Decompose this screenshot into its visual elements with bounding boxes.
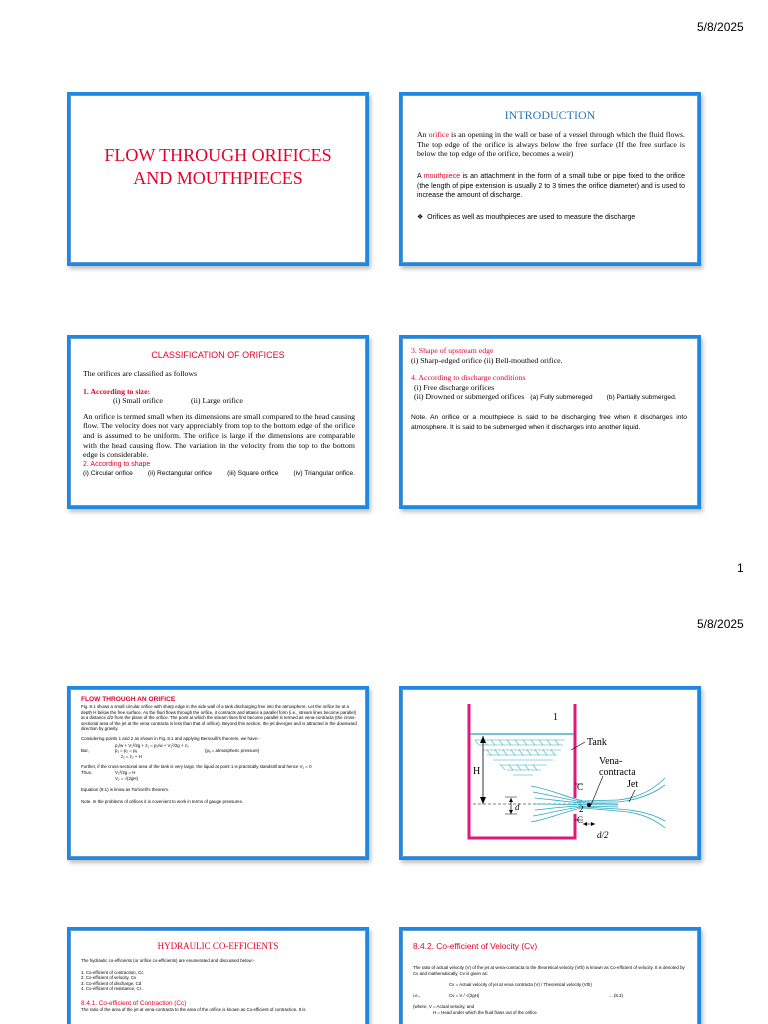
slide-body: 3. Shape of upstream edge (i) Sharp-edged orifice (ii) Bell-mouthed orifice. 4. According to discharge conditions (i) Free discharge orifices (ii) Drowned or submerged orifices (a) Fully submereged (b) Partially submerged. Note. An orifice or a mouthpiece is said to be discharging free when it discharges into atmosphere. It is said to be submerged when it discharges into another liquid. <box>411 346 687 431</box>
slide-heading: 8.4.2. Co-efficient of Velocity (Cv) <box>413 941 538 951</box>
label-point-2: 2 <box>579 804 584 814</box>
slide-title <box>70 95 366 263</box>
slide-heading: INTRODUCTION <box>504 108 596 122</box>
label-c-top: C <box>577 782 584 792</box>
vena-contracta-point <box>587 803 591 807</box>
torricelli-equation: V₂ = √(2gH) <box>115 775 139 781</box>
slide-hydraulic-coefficients: HYDRAULIC CO-EFFICIENTS The hydraulic co-efficients (or orifice co-efficients) are enumerated and discussed below:- 1. Co-efficient of contraction, Cc 2. Co-efficient of velocity, Cv 3. Co-efficient of discharge, Cd 4. Co-efficient of resistance, Cr . 8.4.1. Co-efficient of Contraction (Cc) The ratio of the area of the jet at vena-contracta to the area of the orifice is known as Co-efficient of contraction. It is <box>70 930 366 1024</box>
slide-introduction <box>402 95 698 263</box>
page-date: 5/8/2025 <box>697 617 744 631</box>
streamlines <box>531 778 665 828</box>
orifice-definition: An orifice is an opening in the wall or base of a vessel through which the fluid flows. The top edge of the orifice is always below the free surface (If the free surface is below the top edge of the orifice, becomes a weir) <box>417 130 685 159</box>
slide-classification-continued <box>402 338 698 506</box>
page-date: 5/8/2025 <box>697 20 744 34</box>
title-line-1: FLOW THROUGH ORIFICES <box>104 145 332 165</box>
note-text: Note. An orifice or a mouthpiece is said to be discharging free when it discharges into atmosphere. It is said to be submerged when it discharges into another liquid. <box>411 413 687 431</box>
water-hatch <box>475 740 565 775</box>
discharge-heading: 4. According to discharge conditions <box>411 373 526 383</box>
slide-title-text <box>71 144 365 190</box>
edge-heading: 3. Shape of upstream edge <box>411 346 494 355</box>
slide-heading: CLASSIFICATION OF ORIFICES <box>151 350 285 360</box>
slide-orifice-diagram <box>402 689 698 857</box>
bernoulli-equation: p₁/w + V₁²/2g + z₁ = p₂/w + V₂²/2g + z₂ <box>115 742 189 748</box>
mouthpiece-term: mouthpiece <box>423 173 460 180</box>
slide-classification <box>70 338 366 506</box>
size-paragraph: An orifice is termed small when its dimensions are small compared to the head causing flow. The velocity does not vary appreciably from top to the bottom edge of the orifice and is assumed to be uniform. The orifice is large if the dimensions are comparable with the head causing flow. The variation in the velocity from the top to the bottom edge is considerable. <box>83 411 355 460</box>
sub-heading: 8.4.1. Co-efficient of Contraction (Cc) <box>81 999 187 1007</box>
mouthpiece-definition: A mouthpiece is an attachment in the form of a small tube or pipe fixed to the orifice (the length of pipe extension is usually 2 to 3 times the orifice diameter) and is used to increase the amount of discharge. <box>417 173 685 200</box>
shape-list: (i) Circular orifice (ii) Rectangular orifice (iii) Square orifice (iv) Triangular orifice. <box>83 470 355 478</box>
orifice-diagram <box>403 690 698 857</box>
label-d-half: d/2 <box>597 830 609 840</box>
slide-heading: HYDRAULIC CO-EFFICIENTS <box>157 941 279 951</box>
page-number: 1 <box>737 561 744 575</box>
label-tank: Tank <box>587 737 607 748</box>
label-point-1: 1 <box>553 712 558 723</box>
slide-heading: FLOW THROUGH AN ORIFICE <box>81 696 176 703</box>
shape-heading: 2. According to shape <box>83 460 151 468</box>
tank-wall <box>469 704 575 838</box>
slide-body: The orifices are classified as follows 1. According to size: (i) Small orifice (ii) Large orifice An orifice is termed small when its dimensions are small compared to the head causing flow. The velocity does not vary appreciably from top to the bottom edge of the orifice and is assumed to be uniform. The orifice is large if the dimensions are comparable with the head causing flow. The variation in the velocity from the top to the bottom edge is considerable. 2. According to shape (i) Circular orifice (ii) Rectangular orifice (iii) Square orifice (iv) Triangular orifice. <box>83 369 355 478</box>
slide-coefficient-of-velocity: 8.4.2. Co-efficient of Velocity (Cv) The ratio of actual velocity (V) of the jet at vena-contracta to the theoretical velocity (Vth) is known as Co-efficient of velocity. It is denoted by Cv and mathematically, Cv is given as: Cv = Actual velocity of jet at vena contracta (V) / Theoretical velocity (Vth) i.e., Cv = V / √(2gH) ... (8.3) (where, V = Actual velocity, and H = Head under which the fluid flows out of the orifice <box>402 930 698 1024</box>
label-h: H <box>473 766 481 777</box>
label-vena: Vena- <box>599 756 623 767</box>
label-c-bottom: C <box>577 815 584 825</box>
slide-flow-through-orifice: FLOW THROUGH AN ORIFICE Fig. 8.1 shows a small circular orifice with sharp edge in the side wall of a tank discharging free into the atmosphere. Let the orifice be at a depth H below the free surface. As the fluid flows through the orifice, it contracts and attains a parallel form (i.e., stream lines become parallel) at a distance d/2 from the plane of the orifice. The point at which the stream lines first become parallel is termed as vena-contracta (the cross-sectional area of the jet at the vena contracta is less than that of orifice). Beyond this section, the jet diverges and is attracted in the downward direction by gravity. Considering points 1 and 2 as shown in Fig. 8.1 and applying Bernoulli's theorem, we have:- p₁/w + V₁²/2g + z₁ = p₂/w + V₂²/2g + z₂ But, p₁ = p₂ = pₐ (pₐ = atmospheric pressure) z₁ = z₂ + H Further, if the cross-sectional area of the tank is very large, the liquid at point 1 is practically standstill and hence V₁ = 0 Thus, V₂²/2g = H V₂ = √(2gH) Equation (8.1) is know as Torricelli's theorem. Note. In the problems of orifices it is covenient to work in terms of gauge pressures. <box>70 689 366 857</box>
title-line-2: AND MOUTHPIECES <box>133 168 303 188</box>
label-jet: Jet <box>627 779 639 790</box>
bullet-discharge: ❖ Orifices as well as mouthpieces are used to measure the discharge <box>417 214 636 221</box>
orifice-term: orifice <box>428 130 449 139</box>
label-d: d <box>515 802 520 812</box>
diamond-bullet-icon: ❖ <box>417 214 424 221</box>
size-heading: 1. According to size: <box>83 386 151 396</box>
label-contracta: contracta <box>599 767 636 778</box>
